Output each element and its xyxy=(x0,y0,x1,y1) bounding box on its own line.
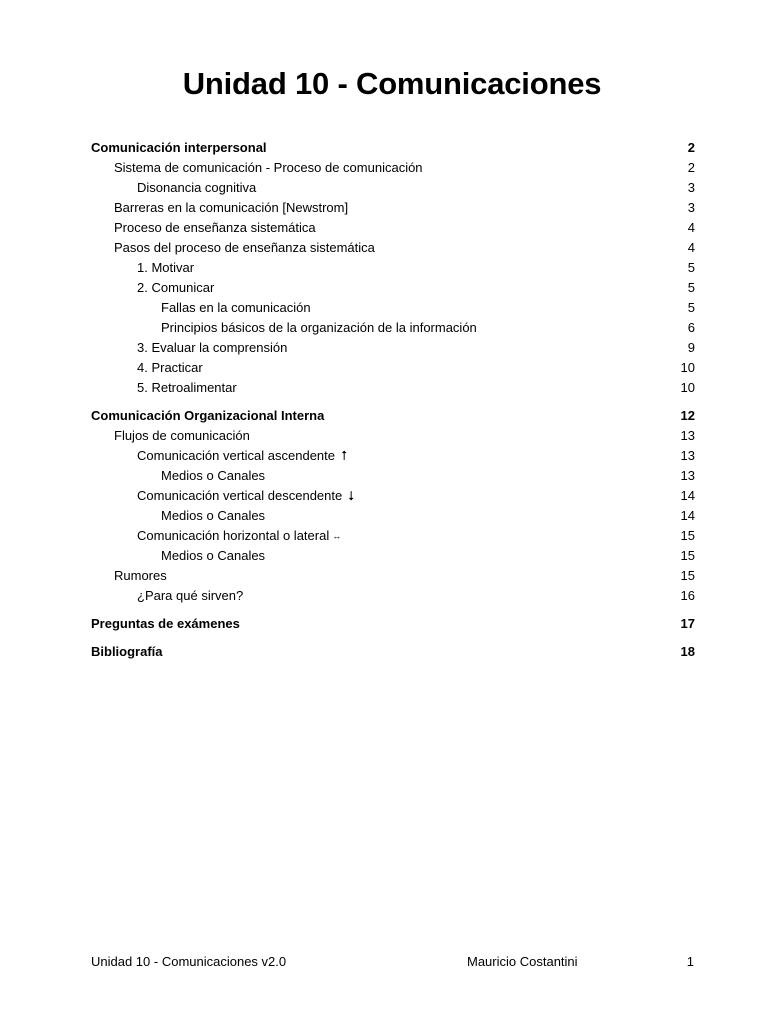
toc-entry-page: 5 xyxy=(687,260,695,275)
toc-entry-bibliografia[interactable] xyxy=(91,642,695,662)
toc-entry-label: Preguntas de exámenes xyxy=(91,616,240,631)
toc-entry-comunicar[interactable] xyxy=(91,278,695,298)
toc-entry-page: 16 xyxy=(680,588,695,603)
toc-entry-label: Bibliografía xyxy=(91,644,163,659)
toc-entry-page: 4 xyxy=(687,220,695,235)
toc-entry-label: 2. Comunicar xyxy=(137,280,215,295)
toc-entry-page: 5 xyxy=(687,280,695,295)
table-of-contents xyxy=(91,138,695,662)
toc-entry-flujos[interactable] xyxy=(91,426,695,446)
toc-entry-label: Pasos del proceso de enseñanza sistemática xyxy=(114,240,375,255)
toc-entry-label: Medios o Canales xyxy=(161,548,266,563)
toc-entry-page: 4 xyxy=(687,240,695,255)
arrow-down-icon: ⭣ xyxy=(348,488,355,503)
toc-entry-barreras[interactable] xyxy=(91,198,695,218)
toc-entry-horizontal-lateral[interactable] xyxy=(91,526,695,546)
toc-entry-comunicacion-organizacional[interactable] xyxy=(91,406,695,426)
toc-entry-label: Comunicación Organizacional Interna xyxy=(91,408,325,423)
toc-entry-page: 10 xyxy=(680,380,695,395)
toc-entry-principios[interactable] xyxy=(91,318,695,338)
footer-document-version: Unidad 10 - Comunicaciones v2.0 xyxy=(91,954,287,969)
toc-entry-page: 15 xyxy=(680,528,695,543)
toc-entry-medios-canales[interactable] xyxy=(91,506,695,526)
toc-entry-practicar[interactable] xyxy=(91,358,695,378)
toc-entry-page: 6 xyxy=(687,320,695,335)
toc-entry-preguntas-examenes[interactable] xyxy=(91,614,695,634)
toc-entry-label: Barreras en la comunicación [Newstrom] xyxy=(114,200,349,215)
toc-entry-page: 13 xyxy=(680,448,695,463)
toc-entry-sistema-de-comunicacion[interactable] xyxy=(91,158,695,178)
toc-entry-page: 9 xyxy=(687,340,695,355)
toc-entry-page: 10 xyxy=(680,360,695,375)
page-title: Unidad 10 - Comunicaciones xyxy=(182,66,602,101)
toc-entry-fallas[interactable] xyxy=(91,298,695,318)
toc-entry-label: 5. Retroalimentar xyxy=(137,380,237,395)
toc-entry-label: 4. Practicar xyxy=(137,360,203,375)
toc-entry-label: Medios o Canales xyxy=(161,508,266,523)
toc-entry-label: Comunicación vertical descendente xyxy=(137,488,343,503)
toc-entry-page: 13 xyxy=(680,468,695,483)
arrow-up-icon: ⭡ xyxy=(341,448,348,463)
toc-entry-page: 14 xyxy=(680,508,695,523)
page-footer xyxy=(91,953,694,971)
toc-entry-page: 18 xyxy=(680,644,695,659)
toc-entry-pasos-proceso[interactable] xyxy=(91,238,695,258)
toc-entry-label: ¿Para qué sirven? xyxy=(137,588,244,603)
toc-entry-label: 3. Evaluar la comprensión xyxy=(137,340,288,355)
toc-entry-rumores[interactable] xyxy=(91,566,695,586)
toc-entry-evaluar[interactable] xyxy=(91,338,695,358)
toc-entry-disonancia-cognitiva[interactable] xyxy=(91,178,695,198)
toc-entry-label: Comunicación interpersonal xyxy=(91,140,267,155)
toc-entry-page: 13 xyxy=(680,428,695,443)
arrow-left-right-icon: ↔ xyxy=(332,531,342,541)
toc-entry-page: 3 xyxy=(687,200,695,215)
toc-entry-label: Sistema de comunicación - Proceso de comunicación xyxy=(114,160,423,175)
toc-entry-page: 2 xyxy=(687,140,695,155)
toc-entry-page: 12 xyxy=(680,408,695,423)
toc-entry-label: Flujos de comunicación xyxy=(114,428,250,443)
toc-entry-label: Comunicación horizontal o lateral xyxy=(137,528,330,543)
toc-entry-comunicacion-interpersonal[interactable] xyxy=(91,138,695,158)
toc-entry-page: 17 xyxy=(680,616,695,631)
toc-entry-label: 1. Motivar xyxy=(137,260,195,275)
toc-entry-para-que-sirven[interactable] xyxy=(91,586,695,606)
toc-entry-page: 3 xyxy=(687,180,695,195)
toc-entry-medios-canales[interactable] xyxy=(91,546,695,566)
toc-entry-label: Fallas en la comunicación xyxy=(161,300,311,315)
toc-entry-medios-canales[interactable] xyxy=(91,466,695,486)
toc-entry-motivar[interactable] xyxy=(91,258,695,278)
toc-entry-proceso-ensenanza[interactable] xyxy=(91,218,695,238)
toc-entry-vertical-ascendente[interactable] xyxy=(91,446,695,466)
toc-entry-label: Medios o Canales xyxy=(161,468,266,483)
toc-entry-page: 15 xyxy=(680,568,695,583)
footer-page-number: 1 xyxy=(686,954,694,969)
toc-entry-page: 15 xyxy=(680,548,695,563)
toc-entry-retroalimentar[interactable] xyxy=(91,378,695,398)
toc-entry-page: 2 xyxy=(687,160,695,175)
toc-entry-label: Proceso de enseñanza sistemática xyxy=(114,220,316,235)
toc-entry-label: Comunicación vertical ascendente xyxy=(137,448,335,463)
footer-author: Mauricio Costantini xyxy=(467,954,578,969)
toc-entry-label: Disonancia cognitiva xyxy=(137,180,257,195)
toc-entry-label: Principios básicos de la organización de la información xyxy=(161,320,477,335)
toc-entry-label: Rumores xyxy=(114,568,167,583)
toc-entry-vertical-descendente[interactable] xyxy=(91,486,695,506)
toc-entry-page: 14 xyxy=(680,488,695,503)
toc-entry-page: 5 xyxy=(687,300,695,315)
